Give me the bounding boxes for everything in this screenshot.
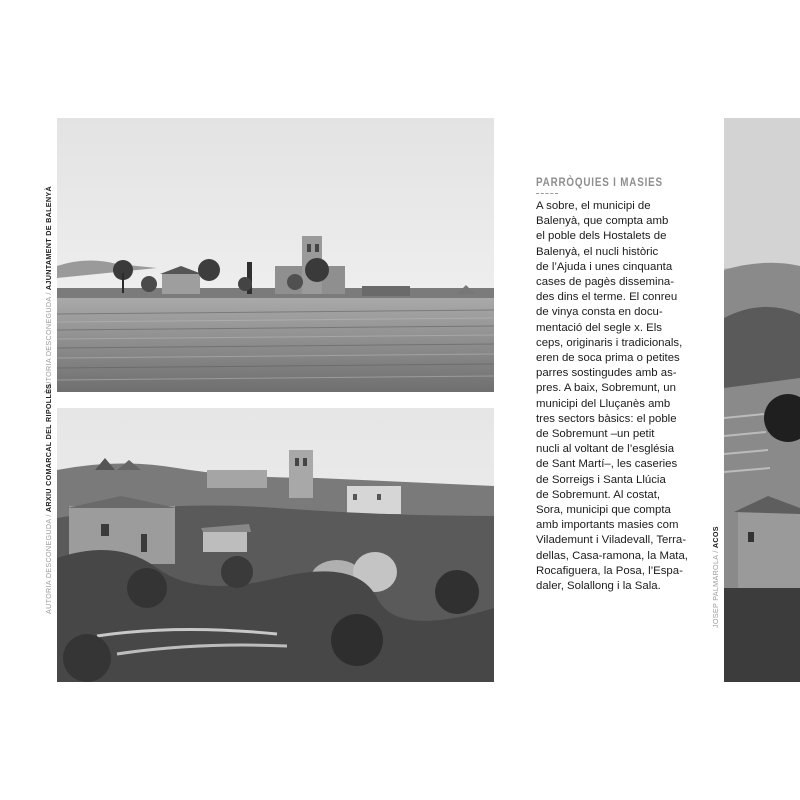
body-paragraph: A sobre, el municipi de Balenyà, que compta amb el poble dels Hostalets de Balenyà, el nucli històric de l’Ajuda i unes cinquanta cases de pagès dissemina- des dins el terme. El conreu de vinya consta en docu- mentació del segle x. Els ceps, originaris i tradicionals, eren de soca prima o petites parres sostingudes amb as- pres. A baix, Sobremunt, un municipi del Lluçanès amb tres sectors bàsics: el poble de Sobremunt –un petit nucli al voltant de l’església de Sant Martí–, les caseries de Sorreigs i Santa Llúcia de Sobremunt. Al costat, Sora, municipi que compta amb importants masies com Vilademunt i Viladevall, Terra- dellas, Casa-ramona, la Mata, Rocafiguera, la Posa, l’Espa- daler, Solallong i la Sala. (536, 200, 688, 593)
credit-separator: / (44, 512, 53, 519)
credit-organization: AJUNTAMENT DE BALENYÀ (44, 186, 53, 291)
credit-separator: / (44, 290, 53, 297)
photo-sobremunt-village (57, 408, 494, 682)
credit-organization: ACOS (711, 526, 720, 549)
title-divider (536, 193, 558, 194)
photo-credit-top (44, 186, 53, 392)
credit-organization: ARXIU COMARCAL DEL RIPOLLÈS (44, 383, 53, 513)
photo-credit-bottom (44, 384, 53, 614)
credit-author: AUTORIA DESCONEGUDA (44, 296, 53, 392)
photo-balenya-church (57, 118, 494, 392)
photo-credit-right (711, 526, 720, 628)
section-title: PARRÒQUIES I MASIES (536, 175, 663, 189)
photo-sora-terraces (724, 118, 800, 682)
credit-separator: / (711, 548, 720, 556)
credit-author: JOSEP PALMAROLA (711, 555, 720, 628)
credit-author: AUTORIA DESCONEGUDA (44, 518, 53, 614)
